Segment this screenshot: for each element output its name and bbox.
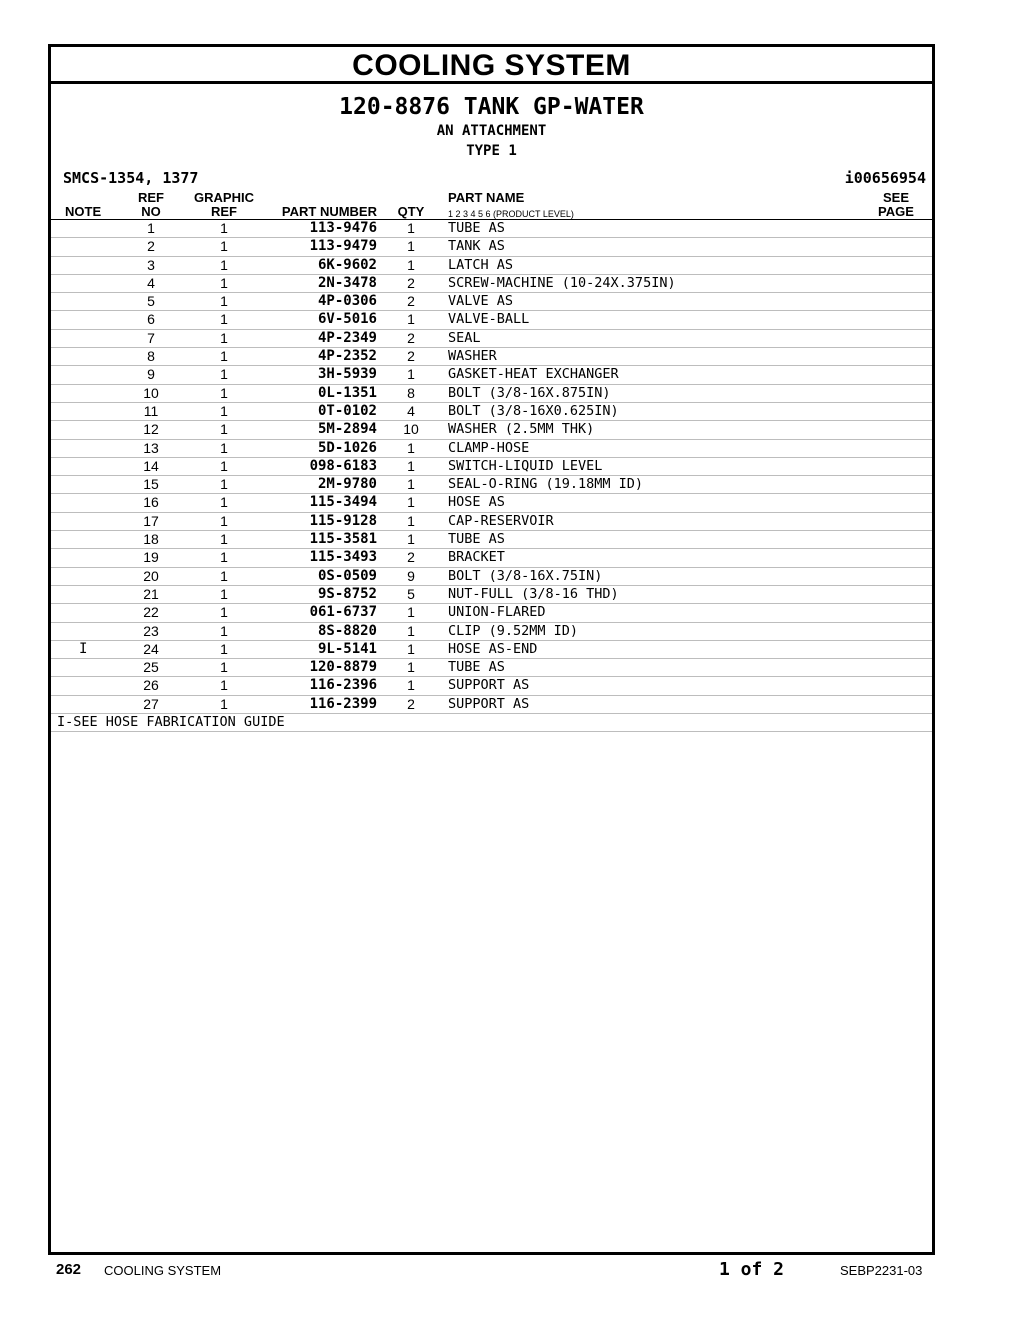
row-part-number: 0L-1351 <box>317 384 377 401</box>
row-qty: 2 <box>407 695 415 712</box>
row-part-number: 5D-1026 <box>317 439 377 456</box>
row-part-name: WASHER (2.5MM THK) <box>448 421 595 438</box>
row-graphic-ref: 1 <box>220 494 228 511</box>
page-footer <box>0 1258 1020 1288</box>
table-row <box>51 293 932 311</box>
page-of-count: 1 of 2 <box>719 1259 785 1280</box>
row-ref-no: 20 <box>143 567 159 584</box>
table-row <box>51 677 932 695</box>
table-row <box>51 513 932 531</box>
row-part-number: 113-9479 <box>309 238 377 255</box>
row-ref-no: 11 <box>143 402 159 419</box>
row-part-number: 0S-0509 <box>317 567 377 584</box>
row-part-number: 4P-2349 <box>317 329 377 346</box>
row-part-number: 9S-8752 <box>317 585 377 602</box>
row-part-number: 0T-0102 <box>317 402 377 419</box>
group-subtitle-attachment: AN ATTACHMENT <box>436 123 547 139</box>
row-part-number: 115-3494 <box>309 494 377 511</box>
header-product-levels: 1 2 3 4 5 6 (PRODUCT LEVEL) <box>448 209 574 219</box>
row-part-number: 113-9476 <box>309 220 377 236</box>
row-note: I <box>79 640 88 657</box>
row-qty: 1 <box>407 512 415 529</box>
row-graphic-ref: 1 <box>220 567 228 584</box>
row-qty: 1 <box>407 366 415 383</box>
row-ref-no: 22 <box>143 604 159 621</box>
row-graphic-ref: 1 <box>220 457 228 474</box>
row-part-name: TUBE AS <box>448 531 505 548</box>
table-row <box>51 421 932 439</box>
row-ref-no: 23 <box>143 622 159 639</box>
header-part-name: PART NAME <box>448 190 525 205</box>
row-ref-no: 15 <box>143 476 159 493</box>
row-graphic-ref: 1 <box>220 329 228 346</box>
row-graphic-ref: 1 <box>220 695 228 712</box>
row-part-name: BRACKET <box>448 549 505 566</box>
row-part-number: 116-2396 <box>309 677 377 694</box>
row-part-name: TUBE AS <box>448 659 505 676</box>
row-part-number: 061-6737 <box>309 604 377 621</box>
table-row <box>51 641 932 659</box>
row-part-name: CLAMP-HOSE <box>448 439 530 456</box>
row-qty: 1 <box>407 494 415 511</box>
page-title: COOLING SYSTEM <box>352 49 631 82</box>
row-ref-no: 26 <box>143 677 159 694</box>
row-ref-no: 19 <box>143 549 159 566</box>
row-ref-no: 14 <box>143 457 159 474</box>
table-row <box>51 403 932 421</box>
group-title: 120-8876 TANK GP-WATER <box>339 94 644 120</box>
header-qty: QTY <box>397 204 425 219</box>
row-part-name: LATCH AS <box>448 256 514 273</box>
header-ref-bottom: NO <box>141 204 161 219</box>
row-part-number: 098-6183 <box>309 457 377 474</box>
parts-page-frame <box>48 44 935 1255</box>
row-graphic-ref: 1 <box>220 531 228 548</box>
table-row <box>51 586 932 604</box>
row-graphic-ref: 1 <box>220 220 228 236</box>
table-row <box>51 275 932 293</box>
header-see-bottom: PAGE <box>878 204 914 219</box>
row-part-name: HOSE AS-END <box>448 640 538 657</box>
row-part-name: WASHER <box>448 348 497 365</box>
row-part-name: SCREW-MACHINE (10-24X.375IN) <box>448 274 676 291</box>
row-ref-no: 4 <box>147 274 155 291</box>
row-qty: 1 <box>407 604 415 621</box>
row-graphic-ref: 1 <box>220 421 228 438</box>
smcs-code: SMCS-1354, 1377 <box>63 169 199 187</box>
row-qty: 1 <box>407 238 415 255</box>
page-number: 262 <box>56 1261 82 1278</box>
row-part-name: BOLT (3/8-16X.75IN) <box>448 567 603 584</box>
row-graphic-ref: 1 <box>220 512 228 529</box>
row-ref-no: 6 <box>147 311 155 328</box>
row-ref-no: 3 <box>147 256 155 273</box>
row-part-number: 8S-8820 <box>317 622 377 639</box>
row-qty: 1 <box>407 256 415 273</box>
table-row <box>51 220 932 238</box>
row-ref-no: 10 <box>143 384 159 401</box>
table-row <box>51 696 932 714</box>
table-header <box>51 191 932 220</box>
row-ref-no: 17 <box>143 512 159 529</box>
row-ref-no: 8 <box>147 348 155 365</box>
row-graphic-ref: 1 <box>220 622 228 639</box>
row-qty: 1 <box>407 476 415 493</box>
row-part-name: TUBE AS <box>448 220 505 236</box>
row-part-name: SUPPORT AS <box>448 677 530 694</box>
table-row <box>51 659 932 677</box>
row-part-name: UNION-FLARED <box>448 604 546 621</box>
table-row <box>51 531 932 549</box>
row-part-number: 2M-9780 <box>317 476 377 493</box>
row-ref-no: 7 <box>147 329 155 346</box>
table-row <box>51 623 932 641</box>
row-qty: 1 <box>407 439 415 456</box>
row-ref-no: 12 <box>143 421 159 438</box>
header-ref-top: REF <box>138 190 164 205</box>
table-row <box>51 348 932 366</box>
row-part-number: 5M-2894 <box>317 421 377 438</box>
row-graphic-ref: 1 <box>220 348 228 365</box>
row-qty: 1 <box>407 531 415 548</box>
row-part-name: CLIP (9.52MM ID) <box>448 622 579 639</box>
row-part-name: BOLT (3/8-16X.875IN) <box>448 384 611 401</box>
row-part-number: 120-8879 <box>309 659 377 676</box>
row-qty: 1 <box>407 677 415 694</box>
row-part-number: 9L-5141 <box>317 640 377 657</box>
row-qty: 1 <box>407 311 415 328</box>
header-graphic-top: GRAPHIC <box>194 190 254 205</box>
row-graphic-ref: 1 <box>220 439 228 456</box>
row-part-name: GASKET-HEAT EXCHANGER <box>448 366 619 383</box>
row-graphic-ref: 1 <box>220 293 228 310</box>
row-graphic-ref: 1 <box>220 476 228 493</box>
row-qty: 1 <box>407 640 415 657</box>
parts-table-body <box>51 220 932 714</box>
row-graphic-ref: 1 <box>220 366 228 383</box>
row-qty: 2 <box>407 348 415 365</box>
row-qty: 8 <box>407 384 415 401</box>
table-row <box>51 568 932 586</box>
table-row <box>51 494 932 512</box>
row-qty: 2 <box>407 329 415 346</box>
illustration-id: i00656954 <box>844 169 926 187</box>
row-part-name: SUPPORT AS <box>448 695 530 712</box>
row-part-name: SWITCH-LIQUID LEVEL <box>448 457 603 474</box>
row-part-number: 115-3581 <box>309 531 377 548</box>
row-part-number: 116-2399 <box>309 695 377 712</box>
row-part-number: 115-3493 <box>309 549 377 566</box>
row-part-number: 4P-2352 <box>317 348 377 365</box>
title-bar <box>51 47 932 84</box>
footer-section: COOLING SYSTEM <box>104 1263 222 1278</box>
row-qty: 9 <box>407 567 415 584</box>
row-qty: 1 <box>407 457 415 474</box>
row-part-number: 6V-5016 <box>317 311 377 328</box>
row-part-name: CAP-RESERVOIR <box>448 512 554 529</box>
footnote-row <box>51 714 932 732</box>
row-ref-no: 16 <box>143 494 159 511</box>
row-part-name: VALVE-BALL <box>448 311 530 328</box>
row-graphic-ref: 1 <box>220 604 228 621</box>
row-part-name: TANK AS <box>448 238 505 255</box>
row-qty: 10 <box>403 421 419 438</box>
row-ref-no: 21 <box>143 585 159 602</box>
row-qty: 1 <box>407 622 415 639</box>
row-ref-no: 18 <box>143 531 159 548</box>
row-ref-no: 9 <box>147 366 155 383</box>
row-ref-no: 5 <box>147 293 155 310</box>
row-qty: 4 <box>407 402 415 419</box>
row-part-number: 2N-3478 <box>317 274 377 291</box>
row-qty: 5 <box>407 585 415 602</box>
table-row <box>51 366 932 384</box>
row-graphic-ref: 1 <box>220 256 228 273</box>
table-row <box>51 238 932 256</box>
row-part-number: 3H-5939 <box>317 366 377 383</box>
table-row <box>51 604 932 622</box>
row-graphic-ref: 1 <box>220 659 228 676</box>
table-row <box>51 458 932 476</box>
row-part-number: 115-9128 <box>309 512 377 529</box>
table-row <box>51 549 932 567</box>
row-graphic-ref: 1 <box>220 640 228 657</box>
header-graphic-bottom: REF <box>211 204 237 219</box>
row-ref-no: 25 <box>143 659 159 676</box>
row-part-number: 6K-9602 <box>317 256 377 273</box>
row-ref-no: 13 <box>143 439 159 456</box>
row-ref-no: 24 <box>143 640 159 657</box>
row-graphic-ref: 1 <box>220 585 228 602</box>
row-part-name: NUT-FULL (3/8-16 THD) <box>448 585 619 602</box>
table-row <box>51 476 932 494</box>
header-note: NOTE <box>65 204 102 219</box>
row-graphic-ref: 1 <box>220 238 228 255</box>
row-graphic-ref: 1 <box>220 311 228 328</box>
table-row <box>51 311 932 329</box>
meta-row <box>51 169 932 191</box>
row-graphic-ref: 1 <box>220 402 228 419</box>
document-id: SEBP2231-03 <box>840 1263 923 1278</box>
row-ref-no: 27 <box>143 695 159 712</box>
row-qty: 1 <box>407 220 415 236</box>
row-graphic-ref: 1 <box>220 384 228 401</box>
row-part-name: VALVE AS <box>448 293 514 310</box>
table-row <box>51 330 932 348</box>
row-part-name: SEAL <box>448 329 481 346</box>
group-subtitle-type: TYPE 1 <box>466 143 517 159</box>
row-graphic-ref: 1 <box>220 549 228 566</box>
row-qty: 2 <box>407 293 415 310</box>
row-part-name: HOSE AS <box>448 494 505 511</box>
row-ref-no: 1 <box>147 220 155 236</box>
table-row <box>51 440 932 458</box>
row-graphic-ref: 1 <box>220 274 228 291</box>
row-graphic-ref: 1 <box>220 677 228 694</box>
table-row <box>51 257 932 275</box>
header-see-top: SEE <box>882 190 909 205</box>
row-part-name: SEAL-O-RING (19.18MM ID) <box>448 476 644 493</box>
row-part-name: BOLT (3/8-16X0.625IN) <box>448 402 619 419</box>
footnote-text: I-SEE HOSE FABRICATION GUIDE <box>57 714 285 731</box>
row-qty: 2 <box>407 274 415 291</box>
header-part-number: PART NUMBER <box>281 204 377 219</box>
table-row <box>51 385 932 403</box>
row-qty: 2 <box>407 549 415 566</box>
row-part-number: 4P-0306 <box>317 293 377 310</box>
row-qty: 1 <box>407 659 415 676</box>
row-ref-no: 2 <box>147 238 155 255</box>
